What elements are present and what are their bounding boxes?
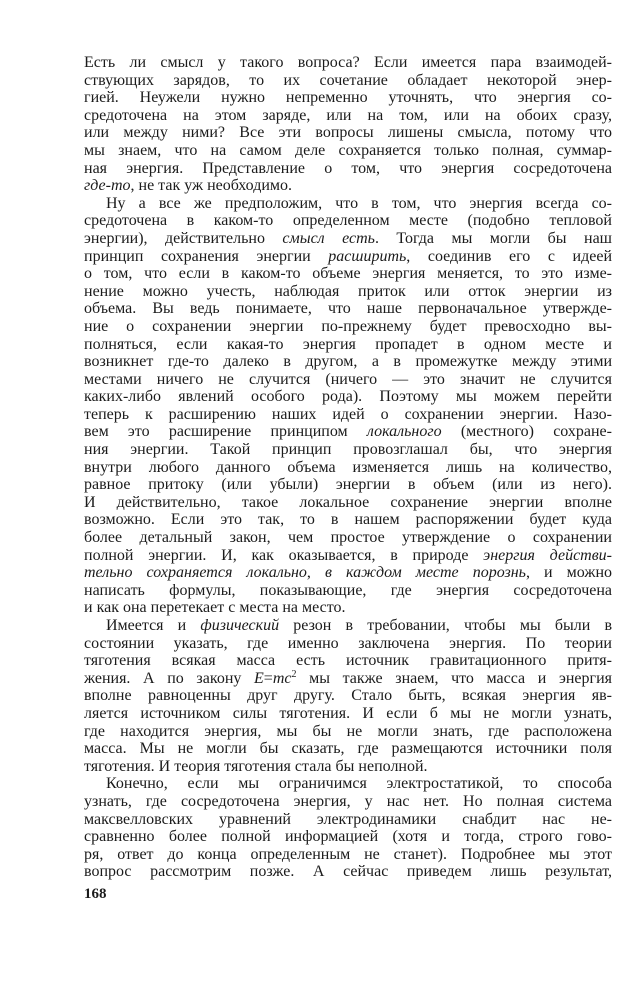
text-line	[84, 811, 612, 829]
text-line	[84, 371, 612, 389]
text-segment: написать формулы, показывающие, где энергия сосредоточена	[84, 581, 612, 599]
superscript-text: 2	[291, 669, 297, 680]
text-line	[84, 336, 612, 354]
text-segment: . Тогда мы могли бы наш	[374, 229, 612, 247]
text-line	[84, 459, 612, 477]
text-segment: ляется источником силы тяготения. И если б мы не могли узнать,	[84, 704, 612, 722]
text-line	[84, 564, 612, 582]
text-segment: состоянии указать, где именно заключена энергия. По теории	[84, 634, 612, 652]
text-segment: , соединив его с идеей	[406, 247, 612, 265]
text-line	[84, 107, 612, 125]
text-segment: ствующих зарядов, то их сочетание обладает некоторой энер-	[84, 71, 612, 89]
italic-text: энергия действи-	[483, 546, 612, 564]
text-line	[84, 142, 612, 160]
text-line	[84, 863, 612, 881]
text-line	[84, 846, 612, 864]
text-line	[84, 617, 612, 635]
text-line	[84, 353, 612, 371]
text-segment: максвелловских уравнений электродинамики снабдит нас не-	[84, 810, 612, 828]
text-segment: возникнет где-то далеко в другом, а в промежутке между этими	[84, 353, 612, 371]
text-segment: о том, что если в каком-то объеме энергия меняется, то это изме-	[84, 265, 612, 283]
text-line	[84, 160, 612, 178]
text-line	[84, 547, 612, 565]
text-line	[84, 828, 612, 846]
italic-text: E	[254, 669, 264, 687]
text-line	[84, 230, 612, 248]
text-line	[84, 212, 612, 230]
paragraph	[84, 775, 612, 881]
text-segment: , не так уж необходимо.	[130, 177, 293, 195]
italic-text: тельно сохраняется локально	[84, 564, 307, 582]
text-segment: местами ничего не случится (ничего — это значит не случится	[84, 370, 612, 388]
text-line	[84, 793, 612, 811]
text-line	[84, 582, 612, 600]
italic-text: в каждом месте порознь	[324, 564, 526, 582]
text-segment: полняться, если какая-то энергия пропадет в одном месте и	[84, 335, 612, 353]
text-line	[84, 406, 612, 424]
text-segment: ния энергии. Такой принцип провозглашал бы, что энергия	[84, 441, 612, 459]
text-segment: , и можно	[525, 564, 612, 582]
text-line	[84, 652, 612, 670]
text-line	[84, 494, 612, 512]
text-segment: вполне равноценны друг другу. Стало быть, всякая энергия яв-	[84, 687, 612, 705]
text-line	[84, 599, 612, 617]
text-line	[84, 687, 612, 705]
text-segment: масса. Мы не могли бы сказать, где размещаются источники поля	[84, 740, 612, 758]
italic-text: локального	[366, 423, 442, 441]
text-segment: вем это расширение принципом	[84, 423, 367, 441]
text-segment: Имеется и	[106, 617, 201, 634]
text-segment: ,	[306, 564, 325, 582]
text-line	[84, 318, 612, 336]
text-line	[84, 283, 612, 301]
italic-text: где-то	[84, 177, 131, 195]
italic-text: расширить	[328, 247, 407, 265]
text-line	[84, 441, 612, 459]
text-segment: =	[263, 669, 273, 687]
text-segment: теперь к расширению наших идей о сохранении энергии. Назо-	[84, 405, 612, 423]
text-segment: ние о сохранении энергии по-прежнему будет превосходно вы-	[84, 317, 612, 335]
page-number: 168	[84, 886, 107, 902]
text-line	[84, 265, 612, 283]
italic-text: физический	[200, 617, 280, 634]
text-segment: внутри любого данного объема изменяется лишь на количество,	[84, 458, 612, 476]
text-segment: и как она перетекает с места на место.	[84, 599, 346, 617]
paragraph	[84, 617, 612, 775]
text-segment: или между ними? Все эти вопросы лишены смысла, потому что	[84, 124, 612, 142]
text-line	[84, 54, 612, 72]
text-segment: тяготения. И теория тяготения стала бы неполной.	[84, 757, 428, 775]
text-segment: средоточена в каком-то определенном месте (подобно тепловой	[84, 212, 612, 230]
text-segment: Конечно, если мы ограничимся электростатикой, то способа	[106, 775, 612, 793]
text-line	[84, 511, 612, 529]
text-segment: мы знаем, что на самом деле сохраняется только полная, суммар-	[84, 141, 612, 159]
text-segment: объема. Вы ведь понимаете, что наше первоначальное утвержде-	[84, 300, 612, 318]
text-line	[84, 740, 612, 758]
text-segment: гией. Неужели нужно непременно уточнять, что энергия со-	[84, 89, 612, 107]
text-segment: возможно. Если это так, то в нашем распоряжении будет куда	[84, 511, 612, 529]
text-line	[84, 670, 612, 688]
text-line	[84, 388, 612, 406]
text-segment: (местного) сохране-	[441, 423, 612, 441]
text-segment: нение можно учесть, наблюдая приток или отток энергии из	[84, 282, 612, 300]
text-segment: узнать, где сосредоточена энергия, у нас нет. Но полная система	[84, 792, 612, 810]
italic-text: смысл есть	[282, 229, 375, 247]
text-segment: вопрос рассмотрим позже. А сейчас приведем лишь результат,	[84, 863, 612, 881]
page-body-text	[84, 54, 612, 881]
text-line	[84, 758, 612, 776]
paragraph	[84, 54, 612, 195]
text-segment: ря, ответ до конца определенным не станет). Подробнее мы этот	[84, 845, 612, 863]
text-segment: каких-либо явлений особого рода). Поэтому мы можем перейти	[84, 388, 612, 406]
text-line	[84, 775, 612, 793]
text-line	[84, 89, 612, 107]
text-line	[84, 423, 612, 441]
text-line	[84, 723, 612, 741]
text-segment: жения. А по закону	[84, 669, 255, 687]
text-line	[84, 300, 612, 318]
text-line	[84, 529, 612, 547]
text-segment: ная энергия. Представление о том, что энергия сосредоточена	[84, 159, 612, 177]
text-segment: Ну а все же предположим, что в том, что энергия всегда со-	[106, 194, 612, 212]
text-segment: Есть ли смысл у такого вопроса? Если имеется пара взаимодей-	[84, 54, 612, 71]
text-segment: полной энергии. И, как оказывается, в природе	[84, 546, 484, 564]
text-line	[84, 195, 612, 213]
text-line	[84, 72, 612, 90]
text-line	[84, 124, 612, 142]
text-segment: И действительно, такое локальное сохранение энергии вполне	[84, 493, 612, 511]
italic-text: mc	[272, 669, 292, 687]
text-line	[84, 705, 612, 723]
text-segment: резон в требовании, чтобы мы были в	[279, 617, 612, 634]
text-line	[84, 476, 612, 494]
text-segment: энергии), действительно	[84, 229, 283, 247]
text-segment: сравненно более полной информацией (хотя и тогда, строго гово-	[84, 828, 612, 846]
text-segment: равное притоку (или убыли) энергии в объем (или из него).	[84, 476, 612, 494]
text-segment: принцип сохранения энергии	[84, 247, 329, 265]
text-line	[84, 177, 612, 195]
text-segment: мы также знаем, что масса и энергия	[296, 669, 612, 687]
text-segment: более детальный закон, чем простое утверждение о сохранении	[84, 529, 612, 547]
text-segment: тяготения всякая масса есть источник гравитационного притя-	[84, 652, 612, 670]
text-line	[84, 248, 612, 266]
text-segment: где находится энергия, мы бы не могли знать, где расположена	[84, 722, 612, 740]
paragraph	[84, 195, 612, 617]
text-line	[84, 635, 612, 653]
text-segment: средоточена на этом заряде, или на том, или на обоих сразу,	[84, 106, 612, 124]
